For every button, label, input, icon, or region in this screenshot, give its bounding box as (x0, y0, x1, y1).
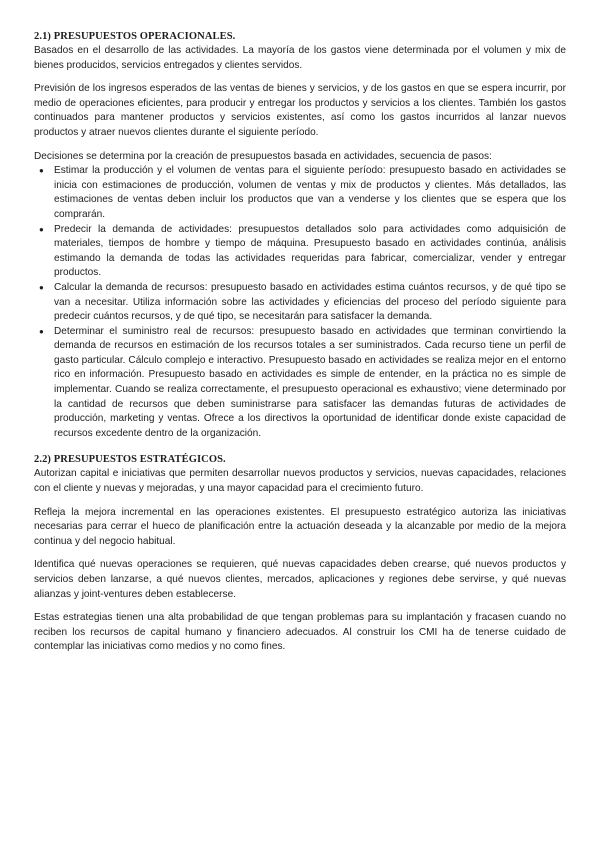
bullet-icon: ● (39, 282, 44, 292)
list-item (34, 164, 566, 222)
section-heading-operational: 2.1) PRESUPUESTOS OPERACIONALES. (34, 31, 236, 42)
paragraph: Basados en el desarrollo de las actividades. La mayoría de los gastos viene determinada por el volumen y mix de bienes producidos, servicios entregados y clientes servidos. (34, 45, 566, 71)
bullet-icon: ● (39, 166, 44, 176)
list-item-text: Calcular la demanda de recursos: presupuesto basado en actividades estima cuántos recursos, y de qué tipo se van a necesitar. Utiliza información sobre las actividades y eficiencias del proceso del período siguiente para predecir cuántos recursos, y de qué tipo, se necesitarán para satisfacer la demanda. (54, 281, 566, 323)
bullet-icon: ● (39, 326, 44, 336)
list-item (34, 325, 566, 442)
list-item (34, 281, 566, 325)
paragraph: Previsión de los ingresos esperados de las ventas de bienes y servicios, y de los gastos en que se espera incurrir, por medio de operaciones eficientes, para producir y entregar los productos y servicios a los clientes. También los gastos continuados para mantener productos y servicios existentes, así como los gastos incurridos al lanzar nuevos productos y atraer nuevos clientes durante el siguiente período. (34, 83, 566, 138)
paragraph: Identifica qué nuevas operaciones se requieren, qué nuevas capacidades deben crearse, qué nuevos productos y servicios deben lanzarse, a qué nuevos clientes, mercados, aplicaciones y regiones debe servirse, y qué nuevas alianzas y joint-ventures deben establecerse. (34, 559, 566, 600)
paragraph: Decisiones se determina por la creación de presupuestos basada en actividades, secuencia de pasos: (34, 150, 492, 162)
steps-list (34, 164, 566, 441)
document-page (34, 30, 566, 664)
list-item-text: Predecir la demanda de actividades: presupuestos detallados solo para actividades como adquisición de materiales, tiempos de hombre y tiempo de máquina. Presupuesto basado en actividades continúa, análisis estimando la demanda de todas las actividades requeridas para fabricar, comercializar, vender y entregar productos. (54, 223, 566, 279)
list-item-text: Estimar la producción y el volumen de ventas para el siguiente período: presupuesto basado en actividades se inicia con estimaciones de producción, volumen de ventas y mix de productos y clientes. Más detallados, las estimaciones de ventas deben incluir los productos que van a venderse y los clientes que se espera que los comprarán. (54, 165, 566, 220)
section-heading-strategic: 2.2) PRESUPUESTOS ESTRATÉGICOS. (34, 454, 226, 466)
paragraph: Estas estrategias tienen una alta probabilidad de que tengan problemas para su implantación y fracasen cuando no reciben los recursos de capital humano y financiero adecuados. Al construir los CMI ha de tenerse cuidado de contemplar las iniciativas como medios y no como fines. (34, 612, 566, 653)
paragraph: Refleja la mejora incremental en las operaciones existentes. El presupuesto estratégico autoriza las iniciativas necesarias para cerrar el hueco de planificación entre la actuación deseada y la alcanzable por medio de la mejora continua y del negocio habitual. (34, 506, 566, 547)
bullet-icon: ● (39, 224, 44, 234)
list-item-text: Determinar el suministro real de recursos: presupuesto basado en actividades que terminan convirtiendo la demanda de recursos en estimación de los recursos totales a ser suministrados. Cada recurso tiene un perfil de gasto particular. Cálculo complejo e interactivo. Presupuesto basado en actividades se realiza mejor en el entorno rico en información. Presupuesto basado en actividades es simple de entender, en la práctica no es simple de implementar. Cuando se realiza correctamente, el presupuesto operacional es exhaustivo; viene determinado por la cantidad de recursos que deben suministrarse para satisfacer las demandas futuras de actividades de producción, marketing y ventas. Ofrece a los directivos la oportunidad de identificar donde existe capacidad de recursos excedente dentro de la organización. (54, 325, 566, 439)
paragraph: Autorizan capital e iniciativas que permiten desarrollar nuevos productos y servicios, nuevas capacidades, relaciones con el cliente y nuevas y mejoradas, y una mayor capacidad para el crecimiento futuro. (34, 468, 566, 495)
list-item (34, 223, 566, 281)
